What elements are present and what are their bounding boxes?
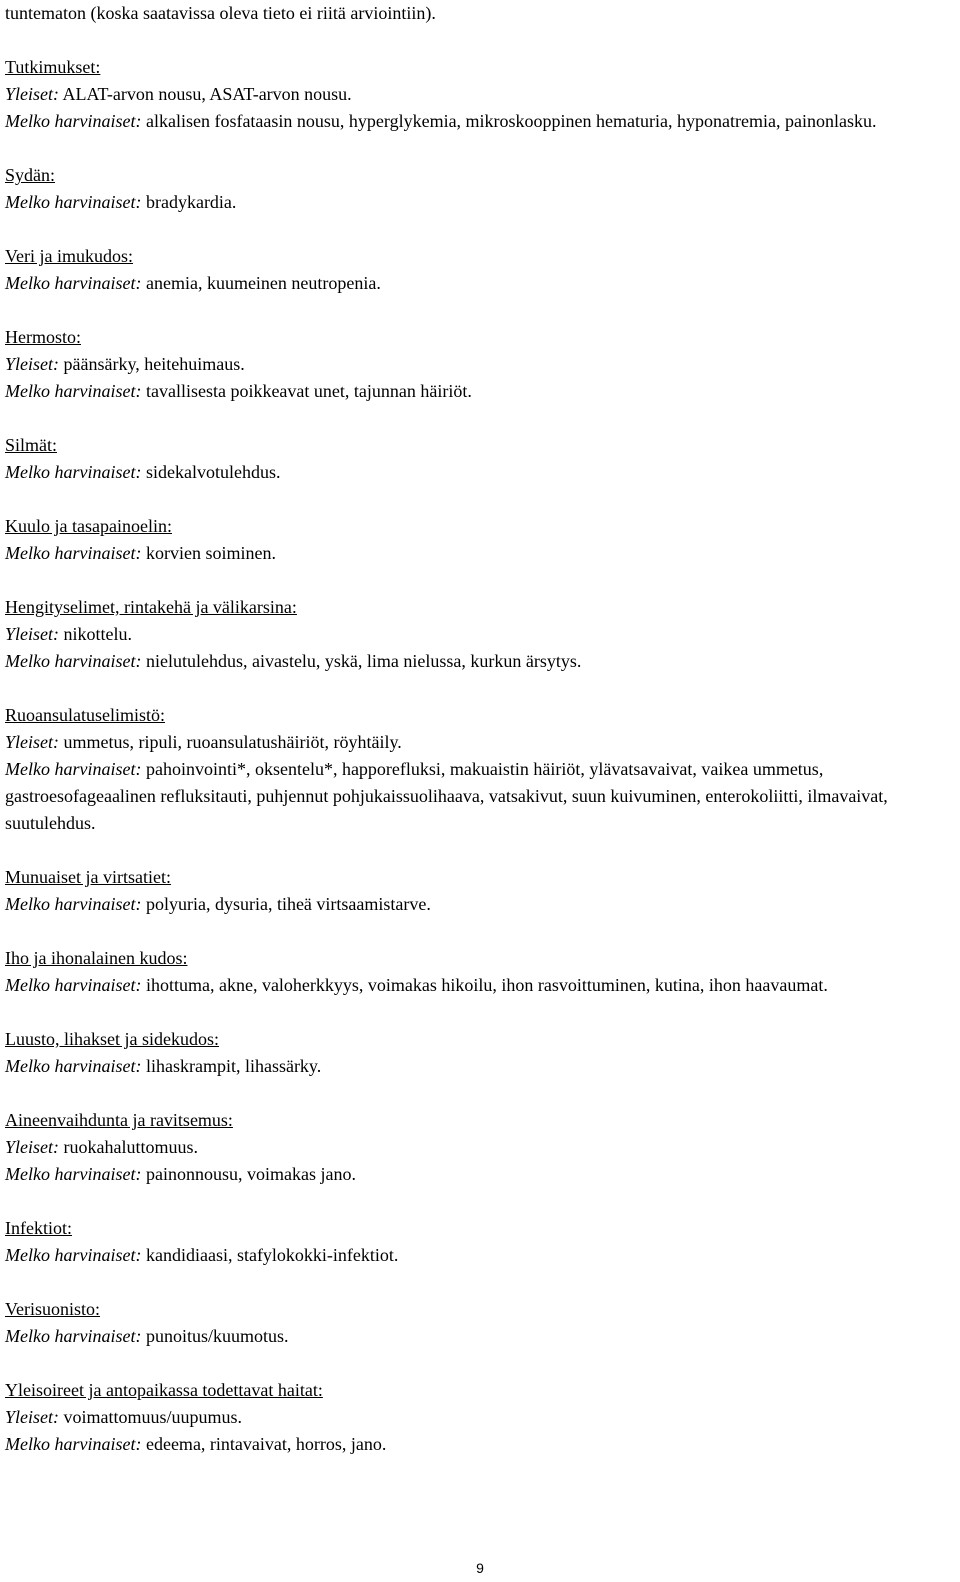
frequency-entry [5, 270, 955, 297]
frequency-entry [5, 729, 955, 756]
organ-class-section [5, 1107, 955, 1188]
organ-class-heading: Verisuonisto: [5, 1299, 101, 1319]
section-spacer [5, 1269, 955, 1296]
section-spacer [5, 405, 955, 432]
effects-text: sidekalvotulehdus. [141, 462, 281, 482]
organ-class-heading: Luusto, lihakset ja sidekudos: [5, 1029, 219, 1049]
frequency-entry [5, 1242, 955, 1269]
effects-text: kandidiaasi, stafylokokki-infektiot. [141, 1245, 399, 1265]
effects-text: ruokahaluttomuus. [59, 1137, 198, 1157]
frequency-label: Melko harvinaiset: [5, 381, 142, 401]
section-spacer [5, 1350, 955, 1377]
effects-text: korvien soiminen. [141, 543, 276, 563]
organ-class-heading: Sydän: [5, 165, 56, 185]
organ-class-section [5, 1026, 955, 1080]
frequency-label: Melko harvinaiset: [5, 462, 142, 482]
frequency-entry [5, 1323, 955, 1350]
frequency-entry [5, 351, 955, 378]
frequency-label: Melko harvinaiset: [5, 1056, 142, 1076]
effects-text: pahoinvointi*, oksentelu*, happorefluksi, makuaistin häiriöt, ylävatsavaivat, vaikea ummetus, gastroesofageaalinen refluksitauti, puhjennut pohjukaissuolihaava, vatsakivut, suun kuivuminen, enterokoliitti, ilmavaivat, suutulehdus. [5, 759, 888, 833]
effects-text: päänsärky, heitehuimaus. [59, 354, 245, 374]
frequency-label: Melko harvinaiset: [5, 1434, 142, 1454]
frequency-entry [5, 540, 955, 567]
section-spacer [5, 27, 955, 54]
organ-class-section [5, 162, 955, 216]
frequency-entry [5, 1161, 955, 1188]
section-spacer [5, 486, 955, 513]
frequency-entry [5, 1431, 955, 1458]
page-number: 9 [476, 1560, 484, 1576]
frequency-label: Melko harvinaiset: [5, 651, 142, 671]
effects-text: edeema, rintavaivat, horros, jano. [141, 1434, 387, 1454]
frequency-label: Melko harvinaiset: [5, 1164, 142, 1184]
organ-class-heading: Ruoansulatuselimistö: [5, 705, 165, 725]
frequency-label: Melko harvinaiset: [5, 192, 142, 212]
frequency-label: Melko harvinaiset: [5, 543, 142, 563]
frequency-label: Melko harvinaiset: [5, 894, 142, 914]
organ-class-section [5, 1377, 955, 1458]
effects-text: painonnousu, voimakas jano. [141, 1164, 356, 1184]
document-body [5, 0, 955, 1458]
frequency-label: Melko harvinaiset: [5, 273, 142, 293]
frequency-label: Yleiset: [5, 1137, 59, 1157]
frequency-label: Yleiset: [5, 1407, 59, 1427]
section-spacer [5, 837, 955, 864]
frequency-entry [5, 1134, 955, 1161]
organ-class-section [5, 945, 955, 999]
frequency-entry [5, 1404, 955, 1431]
organ-class-heading: Kuulo ja tasapainoelin: [5, 516, 172, 536]
section-spacer [5, 567, 955, 594]
organ-class-heading: Aineenvaihdunta ja ravitsemus: [5, 1110, 233, 1130]
frequency-label: Melko harvinaiset: [5, 1326, 142, 1346]
effects-text: ihottuma, akne, valoherkkyys, voimakas hikoilu, ihon rasvoittuminen, kutina, ihon haavaumat. [141, 975, 828, 995]
organ-class-heading: Veri ja imukudos: [5, 246, 133, 266]
frequency-entry [5, 189, 955, 216]
frequency-label: Melko harvinaiset: [5, 759, 142, 779]
organ-class-section [5, 324, 955, 405]
intro-text: tuntematon (koska saatavissa oleva tieto ei riitä arviointiin). [5, 3, 436, 23]
effects-text: punoitus/kuumotus. [141, 1326, 289, 1346]
frequency-entry [5, 756, 955, 837]
organ-class-section [5, 54, 955, 135]
organ-class-heading: Iho ja ihonalainen kudos: [5, 948, 188, 968]
organ-class-section [5, 1215, 955, 1269]
organ-class-section [5, 594, 955, 675]
effects-text: voimattomuus/uupumus. [59, 1407, 243, 1427]
section-spacer [5, 675, 955, 702]
organ-class-heading: Silmät: [5, 435, 58, 455]
section-spacer [5, 297, 955, 324]
section-spacer [5, 999, 955, 1026]
organ-class-section [5, 702, 955, 837]
organ-class-heading: Hengityselimet, rintakehä ja välikarsina: [5, 597, 297, 617]
adverse-effects-list [5, 27, 955, 1458]
frequency-entry [5, 81, 955, 108]
frequency-entry [5, 891, 955, 918]
organ-class-section [5, 864, 955, 918]
effects-text: ALAT-arvon nousu, ASAT-arvon nousu. [59, 84, 352, 104]
effects-text: lihaskrampit, lihassärky. [141, 1056, 322, 1076]
section-spacer [5, 918, 955, 945]
frequency-label: Yleiset: [5, 354, 59, 374]
frequency-entry [5, 648, 955, 675]
frequency-entry [5, 1053, 955, 1080]
effects-text: ummetus, ripuli, ruoansulatushäiriöt, röyhtäily. [59, 732, 402, 752]
organ-class-section [5, 513, 955, 567]
frequency-entry [5, 459, 955, 486]
organ-class-section [5, 432, 955, 486]
organ-class-heading: Hermosto: [5, 327, 81, 347]
effects-text: polyuria, dysuria, tiheä virtsaamistarve. [141, 894, 431, 914]
frequency-label: Melko harvinaiset: [5, 111, 142, 131]
section-spacer [5, 216, 955, 243]
section-spacer [5, 1080, 955, 1107]
frequency-label: Melko harvinaiset: [5, 975, 142, 995]
organ-class-heading: Munuaiset ja virtsatiet: [5, 867, 171, 887]
section-spacer [5, 1188, 955, 1215]
organ-class-heading: Infektiot: [5, 1218, 72, 1238]
organ-class-section [5, 243, 955, 297]
section-spacer [5, 135, 955, 162]
organ-class-heading: Yleisoireet ja antopaikassa todettavat haitat: [5, 1380, 323, 1400]
frequency-label: Yleiset: [5, 624, 59, 644]
frequency-entry [5, 621, 955, 648]
organ-class-heading: Tutkimukset: [5, 57, 101, 77]
effects-text: tavallisesta poikkeavat unet, tajunnan häiriöt. [141, 381, 472, 401]
frequency-entry [5, 378, 955, 405]
effects-text: bradykardia. [141, 192, 237, 212]
effects-text: alkalisen fosfataasin nousu, hyperglykemia, mikroskooppinen hematuria, hyponatremia, painonlasku. [141, 111, 877, 131]
effects-text: anemia, kuumeinen neutropenia. [141, 273, 381, 293]
frequency-label: Yleiset: [5, 732, 59, 752]
organ-class-section [5, 1296, 955, 1350]
frequency-label: Melko harvinaiset: [5, 1245, 142, 1265]
frequency-entry [5, 108, 955, 135]
effects-text: nielutulehdus, aivastelu, yskä, lima nielussa, kurkun ärsytys. [141, 651, 582, 671]
frequency-label: Yleiset: [5, 84, 59, 104]
effects-text: nikottelu. [59, 624, 132, 644]
frequency-entry [5, 972, 955, 999]
